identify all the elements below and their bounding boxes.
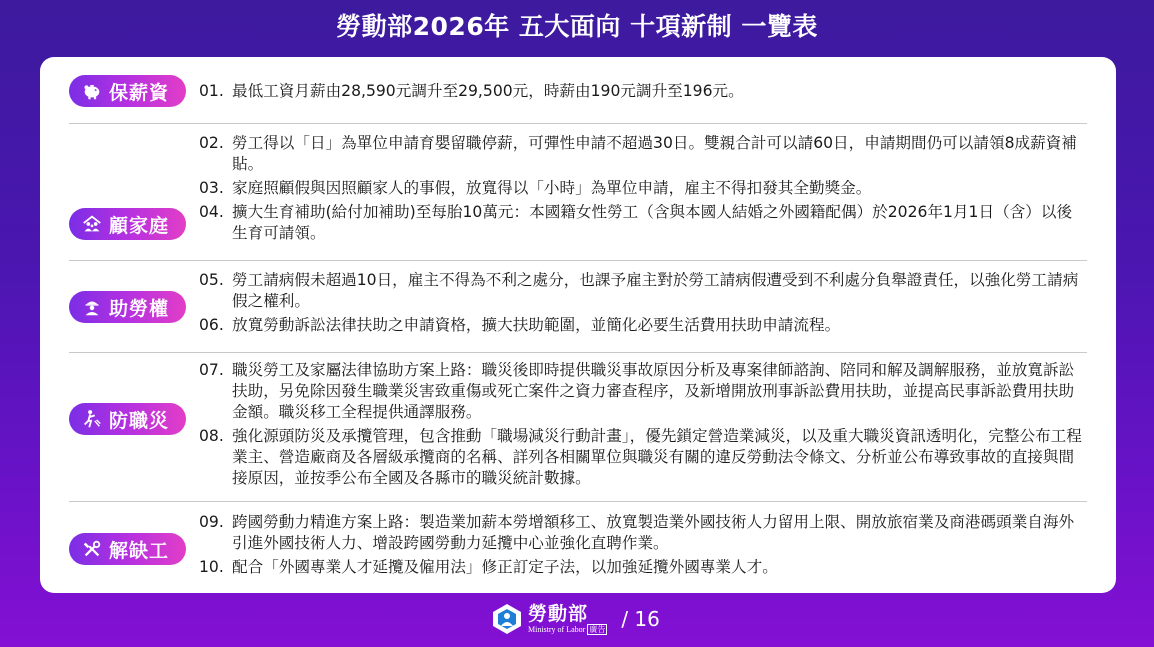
content-card <box>40 57 1116 593</box>
category-label: 防職災 <box>109 409 170 432</box>
list-item: 09. 跨國勞動力精進方案上路：製造業加薪本勞增額移工、放寬製造業外國技術人力留用上限、開放旅宿業及商港碼頭業自海外引進外國技術人力、增設跨國勞動力延攬中心並強化直聘作業。 <box>199 513 1075 552</box>
page-title: 勞動部2026年 五大面向 十項新制 一覽表 <box>336 12 818 41</box>
list-item: 05. 勞工請病假未超過10日，雇主不得為不利之處分，也課予雇主對於勞工請病假遭受到不利處分負舉證責任，以強化勞工請病假之權利。 <box>199 271 1079 310</box>
worker-icon <box>81 296 103 318</box>
category-pill-salary <box>69 75 186 107</box>
list-item: 02. 勞工得以「日」為單位申請育嬰留職停薪，可彈性申請不超過30日。雙親合計可以請60日，申請期間仍可以請領8成薪資補貼。 <box>199 134 1077 173</box>
page-number: / 16 <box>621 607 660 631</box>
category-pill-rights <box>69 291 186 323</box>
section-labor-shortage <box>69 502 1087 593</box>
category-pill-safety <box>69 403 186 435</box>
category-label: 助勞權 <box>109 297 170 320</box>
category-pill-labor-shortage <box>69 533 186 565</box>
category-label: 解缺工 <box>109 539 170 562</box>
list-item: 06. 放寬勞動訴訟法律扶助之申請資格，擴大扶助範圍，並簡化必要生活費用扶助申請流程。 <box>199 316 841 334</box>
list-item: 04. 擴大生育補助(給付加補助)至每胎10萬元：本國籍女性勞工（含與本國人結婚之外國籍配偶）於2026年1月1日（含）以後生育可請領。 <box>199 203 1073 242</box>
list-item: 08. 強化源頭防災及承攬管理，包含推動「職場減災行動計畫」，優先鎖定營造業減災，以及重大職災資訊透明化，完整公布工程業主、營造廠商及各層級承攬商的名稱、詳列各相關單位與職災有關的違反勞動法令條文、分析並公布導致事故的直接與間接原因，並按季公布全國及各縣市的職災統計數據。 <box>199 427 1082 487</box>
ministry-logo: 勞動部 Ministry of Labor 廣告 <box>528 602 606 634</box>
family-icon <box>81 213 103 235</box>
list-item: 01. 最低工資月薪由28,590元調升至29,500元，時薪由190元調升至196元。 <box>199 82 744 100</box>
piggy-bank-icon <box>81 80 103 102</box>
category-pill-family <box>69 208 186 240</box>
section-salary <box>69 57 1087 124</box>
footer <box>490 599 730 639</box>
list-item: 10. 配合「外國專業人才延攬及僱用法」修正訂定子法，以加強延攬外國專業人才。 <box>199 558 778 576</box>
falling-person-icon <box>81 408 103 430</box>
section-family <box>69 124 1087 261</box>
list-item: 03. 家庭照顧假與因照顧家人的事假，放寬得以「小時」為單位申請，雇主不得扣發其全勤獎金。 <box>199 179 872 197</box>
category-label: 保薪資 <box>109 81 170 104</box>
ministry-logo-icon <box>490 602 524 636</box>
section-safety <box>69 353 1087 502</box>
tools-icon <box>81 538 103 560</box>
category-label: 顧家庭 <box>109 214 170 237</box>
section-rights <box>69 261 1087 353</box>
list-item: 07. 職災勞工及家屬法律協助方案上路：職災後即時提供職災事故原因分析及專案律師諮詢、陪同和解及調解服務，並放寬訴訟扶助，另免除因發生職業災害致重傷或死亡案件之資力審查程序，及新增開放刑事訴訟費用扶助，並提高民事訴訟費用扶助金額。職災移工全程提供通譯服務。 <box>199 361 1075 421</box>
